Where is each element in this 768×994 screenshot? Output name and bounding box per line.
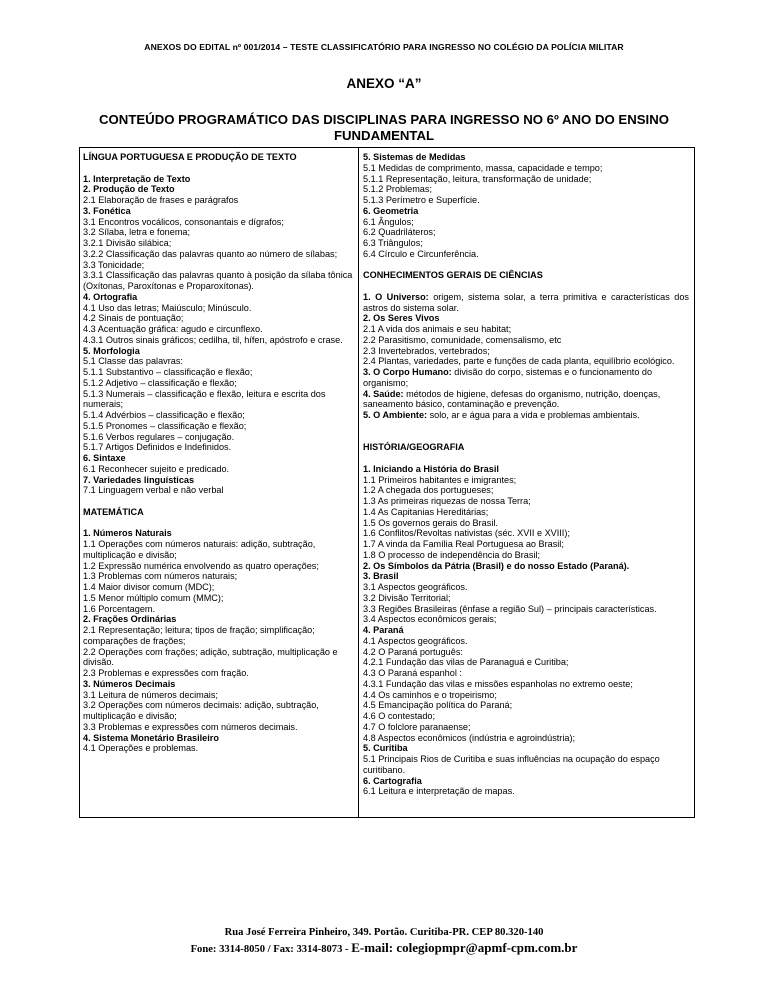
list-item: 3.2.2 Classificação das palavras quanto ao número de sílabas; [83,248,338,259]
list-item: 4.1 Uso das letras; Maiúsculo; Minúsculo. [83,302,252,313]
list-item: 4.3.1 Outros sinais gráficos; cedilha, til, hífen, apóstrofo e crase. [83,334,343,345]
list-item: 5. Sistemas de Medidas [363,152,466,162]
list-item: 5.1.6 Verbos regulares – conjugação. [83,431,235,442]
historia-list [363,464,689,797]
list-item: 5.1.3 Numerais – classificação e flexão, leitura e escrita dos numerais; [83,388,326,410]
matematica-list [83,528,353,754]
list-item: 3.1 Aspectos geográficos. [363,582,468,592]
list-item: 3.1 Encontros vocálicos, consonantais e dígrafos; [83,216,284,227]
list-item: 2.4 Plantas, variedades, parte e funções de cada planta, equilíbrio ecológico. [363,356,675,367]
list-item [363,389,689,411]
list-item: 1.3 As primeiras riquezas de nossa Terra; [363,496,531,506]
medidas-list [363,152,689,260]
document-footer [0,925,768,957]
list-item: 2.3 Problemas e expressões com fração. [83,668,249,678]
list-item: 2.1 Representação; leitura; tipos de fração; simplificação; comparações de frações; [83,625,315,646]
list-item: 6.2 Quadriláteros; [363,227,436,238]
list-item: 4. Ortografia [83,291,138,302]
annex-title: ANEXO “A” [346,76,422,91]
list-item: 5.1.7 Artigos Definidos e Indefinidos. [83,442,232,453]
list-item: 4. Paraná [363,625,404,635]
list-item: 3.2.1 Divisão silábica; [83,238,172,248]
list-item: 2.3 Invertebrados, vertebrados; [363,345,490,356]
left-column [80,148,359,817]
item-heading: 1. O Universo: [363,291,429,302]
section-title-matematica: MATEMÁTICA [83,506,144,517]
list-item: 4.8 Aspectos econômicos (indústria e agroindústria); [363,732,576,743]
list-item [363,292,689,314]
item-text: solo, ar e água para a vida e problemas ambientais. [427,410,640,420]
list-item: 1. Números Naturais [83,528,172,539]
list-item: 4. Sistema Monetário Brasileiro [83,732,219,743]
list-item: 6.3 Triângulos; [363,238,423,248]
list-item: 5.1.1 Representação, leitura, transformação de unidade; [363,173,592,184]
list-item: 6. Geometria [363,205,419,216]
list-item: 6. Sintaxe [83,453,126,463]
list-item: 5.1.5 Pronomes – classificação e flexão; [83,420,247,431]
section-title-historia: HISTÓRIA/GEOGRAFIA [363,442,465,453]
list-item: 4.2 Sinais de pontuação; [83,313,184,324]
list-item: 5.1 Medidas de comprimento, massa, capacidade e tempo; [363,162,603,173]
portugues-list [83,174,353,497]
section-title-portugues: LÍNGUA PORTUGUESA E PRODUÇÃO DE TEXTO [83,152,297,162]
list-item: 5.1 Principais Rios de Curitiba e suas influências na ocupação do espaço curitibano. [363,754,660,775]
footer-email: E-mail: colegiopmpr@apmf-cpm.com.br [351,940,578,955]
list-item: 2. Produção de Texto [83,184,175,195]
list-item: 3. Fonética [83,205,131,216]
list-item: 1.3 Problemas com números naturais; [83,571,238,582]
main-title: CONTEÚDO PROGRAMÁTICO DAS DISCIPLINAS PARA INGRESSO NO 6º ANO DO ENSINO FUNDAMENTAL [99,112,669,143]
content-table [79,147,695,818]
list-item: 5.1.1 Substantivo – classificação e flexão; [83,367,253,377]
list-item: 2. Frações Ordinárias [83,614,177,625]
list-item: 1.1 Operações com números naturais: adição, subtração, multiplicação e divisão; [83,539,316,560]
list-item: 3.1 Leitura de números decimais; [83,689,218,700]
list-item: 3.3 Tonicidade; [83,259,145,270]
list-item: 4.3 O Paraná espanhol : [363,668,462,678]
list-item: 4.1 Operações e problemas. [83,743,199,754]
item-text: origem, sistema solar, a terra primitiva e características dos astros do sistema solar. [363,291,689,313]
list-item: 5.1 Classe das palavras: [83,356,183,367]
list-item: 5.1.2 Problemas; [363,184,432,195]
item-heading: 4. Saúde: [363,388,404,399]
list-item: 1.6 Conflitos/Revoltas nativistas (séc. XVII e XVIII); [363,528,570,539]
list-item: 6.4 Círculo e Circunferência. [363,248,479,259]
list-item: 1.1 Primeiros habitantes e imigrantes; [363,474,517,485]
list-item: 4.5 Emancipação política do Paraná; [363,700,513,711]
list-item: 4.3 Acentuação gráfica: agudo e circunflexo. [83,324,263,334]
list-item [363,367,689,389]
list-item: 2.2 Parasitismo, comunidade, comensalismo, etc [363,334,562,345]
list-item: 1.5 Os governos gerais do Brasil. [363,517,498,528]
list-item: 1.2 A chegada dos portugueses; [363,485,494,496]
list-item: 7.1 Linguagem verbal e não verbal [83,485,224,496]
list-item: 7. Variedades linguísticas [83,474,195,485]
list-item: 1. Interpretação de Texto [83,173,191,184]
list-item: 4.1 Aspectos geográficos. [363,635,468,646]
list-item: 3.3.1 Classificação das palavras quanto à posição da sílaba tônica (Oxítonas, Paroxítonas e Proparoxítonas). [83,270,353,291]
list-item: 6.1 Reconhecer sujeito e predicado. [83,463,230,474]
list-item: 2.1 A vida dos animais e seu habitat; [363,324,512,334]
document-header: ANEXOS DO EDITAL nº 001/2014 – TESTE CLASSIFICATÓRIO PARA INGRESSO NO COLÉGIO DA POLÍCIA MILITAR [144,42,624,52]
list-item: 1. Iniciando a História do Brasil [363,463,499,474]
list-item: 3.3 Problemas e expressões com números decimais. [83,721,298,732]
list-item: 3. Brasil [363,571,399,582]
list-item: 3.2 Operações com números decimais: adição, subtração, multiplicação e divisão; [83,700,319,721]
list-item: 1.8 O processo de independência do Brasil; [363,549,541,560]
list-item: 1.6 Porcentagem. [83,603,156,614]
list-item: 5.1.3 Perímetro e Superfície. [363,195,480,205]
list-item: 4.7 O folclore paranaense; [363,721,471,732]
list-item: 3.2 Sílaba, letra e fonema; [83,227,191,238]
list-item [363,410,689,421]
list-item: 1.4 Maior divisor comum (MDC); [83,582,215,592]
list-item: 5. Curitiba [363,743,408,754]
list-item: 6.1 Leitura e interpretação de mapas. [363,786,515,797]
list-item: 6.1 Ângulos; [363,216,414,227]
list-item: 4.2 O Paraná português: [363,646,463,657]
item-heading: 5. O Ambiente: [363,410,428,420]
list-item: 3.3 Regiões Brasileiras (ênfase a região Sul) – principais características. [363,603,657,614]
list-item: 2. Os Seres Vivos [363,313,440,324]
footer-address: Rua José Ferreira Pinheiro, 349. Portão. Curitiba-PR. CEP 80.320-140 [224,927,544,938]
item-text: métodos de higiene, defesas do organismo, nutrição, doenças, saneamento básico, contaminação e prevenção. [363,388,661,410]
ciencias-list [363,292,689,421]
list-item: 5.1.2 Adjetivo – classificação e flexão; [83,377,237,388]
list-item: 5. Morfologia [83,345,140,356]
list-item: 2.1 Elaboração de frases e parágrafos [83,195,239,205]
list-item: 5.1.4 Advérbios – classificação e flexão; [83,410,245,420]
list-item: 1.7 A vinda da Família Real Portuguesa ao Brasil; [363,539,564,549]
list-item: 4.4 Os caminhos e o tropeirismo; [363,689,497,700]
list-item: 3.4 Aspectos econômicos gerais; [363,614,497,625]
list-item: 3.2 Divisão Territorial; [363,592,451,603]
right-column [359,148,694,817]
section-title-ciencias: CONHECIMENTOS GERAIS DE CIÊNCIAS [363,270,543,281]
list-item: 4.3.1 Fundação das vilas e missões espanholas no extremo oeste; [363,678,633,689]
list-item: 4.2.1 Fundação das vilas de Paranaguá e Curitiba; [363,657,569,668]
list-item: 2.2 Operações com frações; adição, subtração, multiplicação e divisão. [83,646,338,668]
list-item: 2. Os Símbolos da Pátria (Brasil) e do nosso Estado (Paraná). [363,560,630,571]
list-item: 1.5 Menor múltiplo comum (MMC); [83,592,224,603]
item-text: divisão do corpo, sistemas e o funcionamento do organismo; [363,367,653,388]
list-item: 6. Cartografia [363,775,422,786]
footer-phone: Fone: 3314-8050 / Fax: 3314-8073 - [190,944,352,955]
list-item: 1.4 As Capitanias Hereditárias; [363,506,489,517]
list-item: 3. Números Decimais [83,678,176,689]
list-item: 4.6 O contestado; [363,711,436,721]
list-item: 1.2 Expressão numérica envolvendo as quatro operações; [83,560,319,571]
item-heading: 3. O Corpo Humano: [363,367,452,377]
footer-contact [0,940,768,957]
